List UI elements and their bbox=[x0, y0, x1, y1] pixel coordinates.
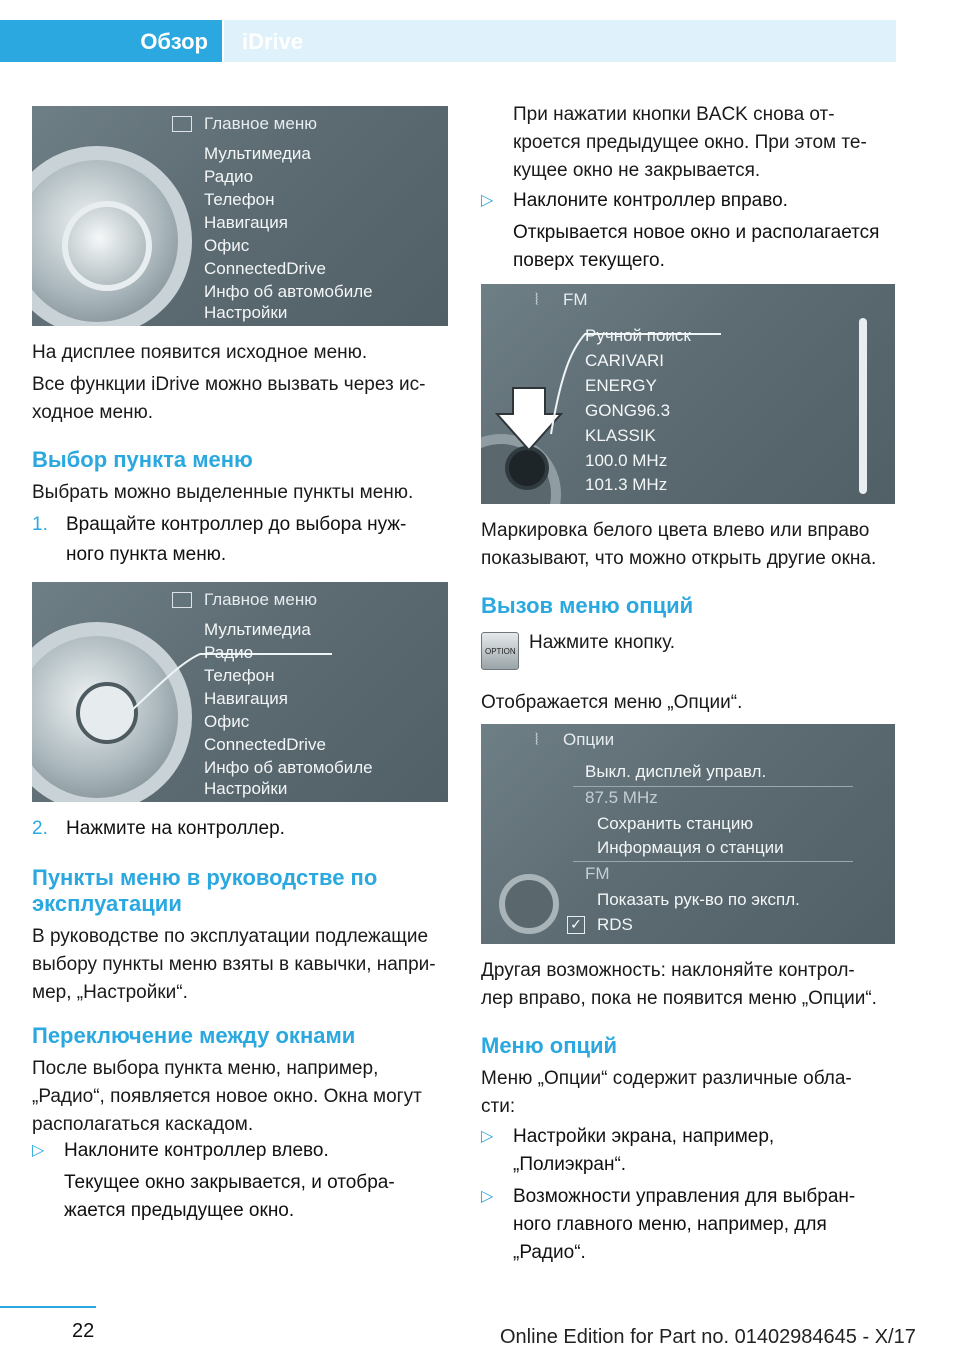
antenna-icon: ⦚ bbox=[535, 292, 539, 309]
paragraph: После выбора пункта меню, например, bbox=[32, 1058, 379, 1079]
options-screen bbox=[481, 724, 895, 944]
paragraph: мер, „Настройки“. bbox=[32, 982, 188, 1003]
selection-line bbox=[481, 284, 895, 504]
section-heading: Меню опций bbox=[481, 1033, 618, 1058]
bullet-subtext: поверх текущего. bbox=[513, 250, 665, 271]
paragraph: Отображается меню „Опции“. bbox=[481, 692, 743, 713]
option-item: Выкл. дисплей управл. bbox=[585, 762, 767, 781]
main-menu-screen-rotate bbox=[32, 582, 448, 802]
menu-item: Настройки bbox=[204, 303, 288, 322]
menu-list-icon bbox=[172, 592, 192, 608]
paragraph: выбору пункты меню взяты в кавычки, напри- bbox=[32, 954, 436, 975]
station-item: 100.0 MHz bbox=[585, 451, 668, 470]
option-button-label: OPTION bbox=[485, 647, 516, 656]
divider bbox=[573, 786, 853, 787]
option-item: RDS bbox=[597, 915, 633, 934]
paragraph: располагаться каскадом. bbox=[32, 1114, 254, 1135]
bullet-text: ного главного меню, например, для bbox=[513, 1214, 827, 1235]
section-heading: эксплуатации bbox=[32, 891, 182, 916]
paragraph: Другая возможность: наклоняйте контрол- bbox=[481, 960, 855, 981]
bullet-text: Наклоните контроллер вправо. bbox=[513, 190, 788, 211]
menu-list-icon bbox=[172, 116, 192, 132]
scroll-marker bbox=[859, 318, 867, 494]
bullet-tilt-left bbox=[32, 1136, 452, 1228]
paragraph: „Радио“, появляется новое окно. Окна могут bbox=[32, 1086, 422, 1107]
step-1 bbox=[32, 510, 452, 570]
header-tab-idrive bbox=[224, 20, 896, 62]
menu-item: Навигация bbox=[204, 213, 288, 232]
station-item: ENERGY bbox=[585, 376, 657, 395]
option-item: Информация о станции bbox=[597, 838, 784, 857]
menu-item: Мультимедиа bbox=[204, 144, 311, 163]
bullet-control-options bbox=[481, 1182, 901, 1272]
menu-item: ConnectedDrive bbox=[204, 259, 326, 278]
section-heading: Вызов меню опций bbox=[481, 593, 694, 618]
fm-screen bbox=[481, 284, 895, 504]
checkbox-icon: ✓ bbox=[567, 916, 585, 934]
controller-knob-inner-icon bbox=[62, 201, 152, 291]
triangle-bullet-icon: ▷ bbox=[481, 1188, 494, 1205]
station-item: CARIVARI bbox=[585, 351, 665, 370]
edition-footer: Online Edition for Part no. 01402984645 - X/17 bbox=[500, 1326, 916, 1348]
bullet-screen-settings bbox=[481, 1122, 901, 1182]
header-tab-idrive-label: iDrive bbox=[242, 29, 304, 54]
step-2 bbox=[32, 814, 452, 844]
paragraph: На дисплее появится исходное меню. bbox=[32, 342, 368, 363]
paragraph: показывают, что можно открыть другие окна. bbox=[481, 548, 877, 569]
station-item: Ручной поиск bbox=[585, 326, 691, 345]
option-item: Показать рук-во по экспл. bbox=[597, 890, 800, 909]
menu-item: Офис bbox=[204, 712, 250, 731]
section-heading: Пункты меню в руководстве по bbox=[32, 865, 378, 890]
step-text: Нажмите на контроллер. bbox=[66, 818, 285, 839]
section-heading: Переключение между окнами bbox=[32, 1023, 356, 1048]
paragraph: Маркировка белого цвета влево или вправо bbox=[481, 520, 870, 541]
menu-item: Мультимедиа bbox=[204, 620, 311, 639]
paragraph: В руководстве по эксплуатации подлежащие bbox=[32, 926, 429, 947]
paragraph: Меню „Опции“ содержит различные обла- bbox=[481, 1068, 852, 1089]
bullet-text: Наклоните контроллер влево. bbox=[64, 1140, 329, 1161]
triangle-bullet-icon: ▷ bbox=[32, 1142, 45, 1159]
step-number: 2. bbox=[32, 818, 48, 839]
menu-item: Настройки bbox=[204, 779, 288, 798]
screen-title: Главное меню bbox=[204, 114, 317, 133]
paragraph: кроется предыдущее окно. При этом те- bbox=[513, 132, 867, 153]
paragraph: Все функции iDrive можно вызвать через ис- bbox=[32, 374, 426, 395]
divider bbox=[573, 861, 853, 862]
header-tab-overview-label: Обзор bbox=[140, 29, 208, 54]
paragraph: При нажатии кнопки BACK снова от- bbox=[513, 104, 835, 125]
bullet-text: „Радио“. bbox=[513, 1242, 586, 1263]
station-item: KLASSIK bbox=[585, 426, 656, 445]
paragraph: ходное меню. bbox=[32, 402, 154, 423]
menu-item: Навигация bbox=[204, 689, 288, 708]
menu-item: ConnectedDrive bbox=[204, 735, 326, 754]
controller-knob-icon bbox=[499, 874, 559, 934]
station-item: GONG96.3 bbox=[585, 401, 671, 420]
bullet-text: „Полиэкран“. bbox=[513, 1154, 627, 1175]
option-button-icon bbox=[481, 632, 519, 670]
section-heading: Выбор пункта меню bbox=[32, 447, 253, 472]
step-number: 1. bbox=[32, 514, 48, 535]
station-item: 101.3 MHz bbox=[585, 475, 668, 494]
bullet-subtext: Текущее окно закрывается, и отобра- bbox=[64, 1172, 395, 1193]
paragraph: сти: bbox=[481, 1096, 516, 1117]
bullet-subtext: Открывается новое окно и располагается bbox=[513, 222, 880, 243]
bullet-text: Настройки экрана, например, bbox=[513, 1126, 775, 1147]
main-menu-screen bbox=[32, 106, 448, 326]
screen-title: Главное меню bbox=[204, 590, 317, 609]
screen-title: Опции bbox=[563, 730, 615, 749]
bullet-text: Возможности управления для выбран- bbox=[513, 1186, 856, 1207]
triangle-bullet-icon: ▷ bbox=[481, 192, 494, 209]
page-number: 22 bbox=[72, 1320, 95, 1342]
paragraph: Выбрать можно выделенные пункты меню. bbox=[32, 482, 414, 503]
option-item-heading: FM bbox=[585, 864, 610, 883]
header-tab-overview bbox=[0, 20, 222, 62]
menu-item: Телефон bbox=[204, 190, 275, 209]
menu-item: Инфо об автомобиле bbox=[204, 282, 373, 301]
screen-title: FM bbox=[563, 290, 588, 309]
paragraph: кущее окно не закрывается. bbox=[513, 160, 761, 181]
bullet-tilt-right bbox=[481, 186, 901, 278]
bullet-subtext: жается предыдущее окно. bbox=[64, 1200, 295, 1221]
triangle-bullet-icon: ▷ bbox=[481, 1128, 494, 1145]
menu-item: Телефон bbox=[204, 666, 275, 685]
antenna-icon: ⦚ bbox=[535, 732, 539, 749]
step-text: Вращайте контроллер до выбора нуж- bbox=[66, 514, 407, 535]
option-item-heading: 87.5 MHz bbox=[585, 788, 658, 807]
menu-item: Офис bbox=[204, 236, 250, 255]
menu-item: Радио bbox=[204, 167, 254, 186]
menu-item: Радио bbox=[204, 643, 254, 662]
paragraph: Нажмите кнопку. bbox=[529, 632, 676, 653]
option-item: Сохранить станцию bbox=[597, 814, 754, 833]
menu-item: Инфо об автомобиле bbox=[204, 758, 373, 777]
step-text: ного пункта меню. bbox=[66, 544, 227, 565]
footer-divider bbox=[0, 1306, 96, 1308]
paragraph: лер вправо, пока не появится меню „Опции“. bbox=[481, 988, 877, 1009]
